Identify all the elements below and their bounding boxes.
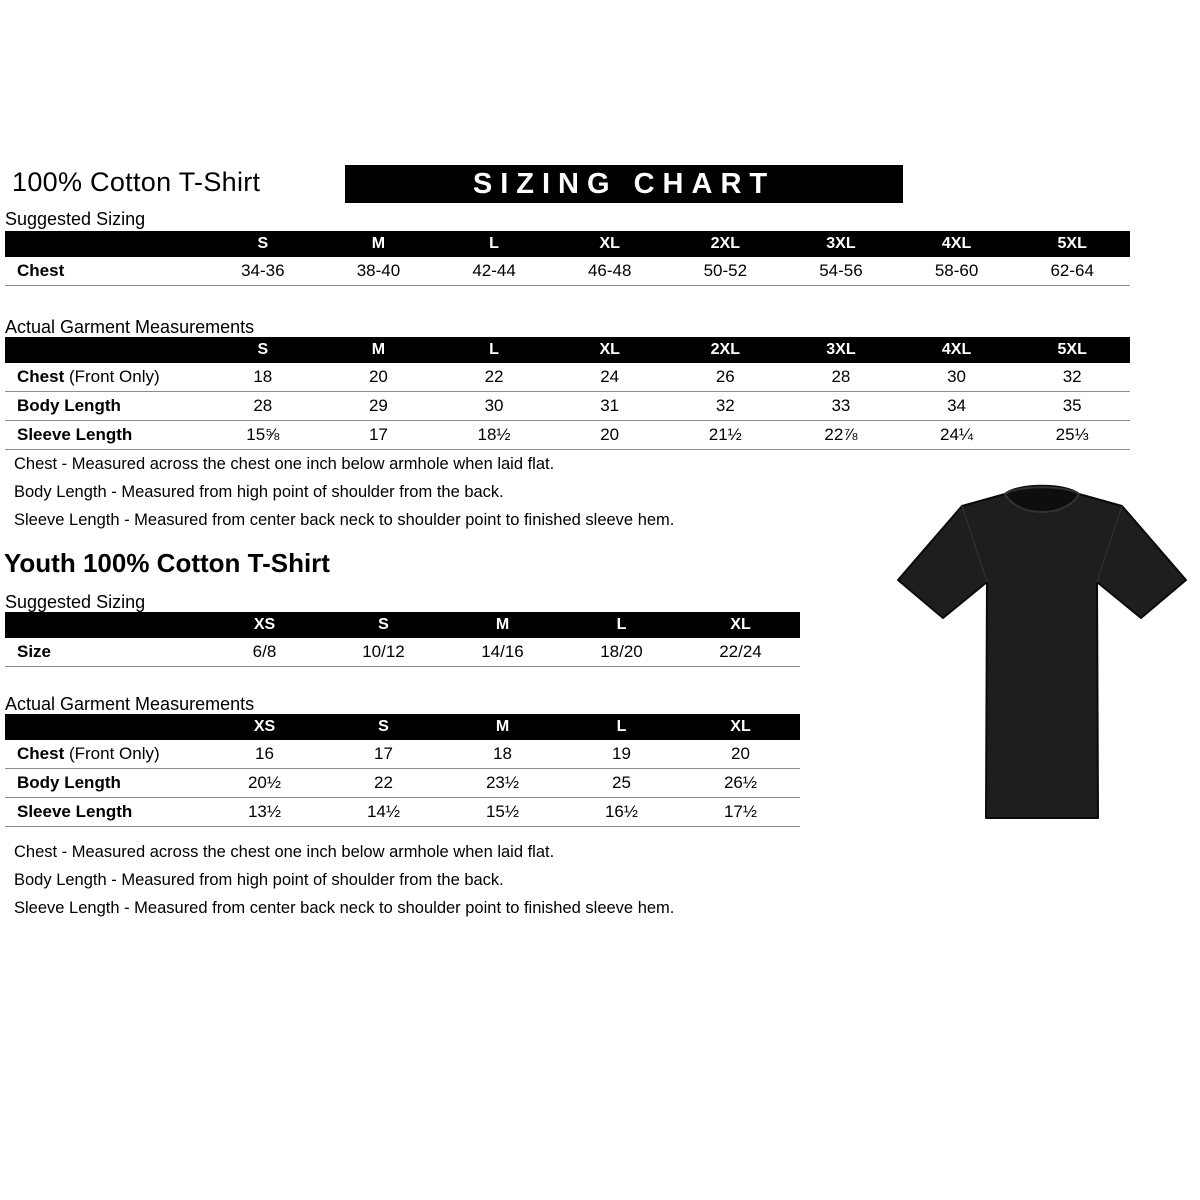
page-title: 100% Cotton T-Shirt [12,167,261,197]
adult-actual-heading: Actual Garment Measurements [5,317,255,337]
measurement-cell: 21½ [708,425,742,444]
table-row [5,769,800,798]
size-col-header: 2XL [710,235,740,252]
size-col-header: XL [599,341,620,358]
measurement-cell: 22⅞ [824,425,858,444]
youth-section-title: Youth 100% Cotton T-Shirt [4,548,330,578]
measurement-cell: 18½ [477,425,511,444]
measurement-cell: 20 [600,425,620,444]
table-row [5,257,1130,286]
measurement-cell: 17 [374,744,393,763]
measurement-cell: 50-52 [703,261,748,280]
measurement-cell: 17 [368,425,388,444]
measurement-cell: 23½ [485,773,520,792]
measurement-cell: 13½ [247,802,282,821]
measurement-cell: 14½ [366,802,401,821]
table-row [5,421,1130,450]
measurement-cell: 35 [1062,396,1082,415]
measurement-cell: 18 [253,367,273,386]
adult-suggested-heading: Suggested Sizing [5,209,146,229]
youth-suggested-table [5,612,800,667]
youth-suggested-heading: Suggested Sizing [5,592,146,612]
size-col-header: L [489,235,499,252]
size-col-header: S [257,235,269,252]
table-row [5,392,1130,421]
table-row [5,363,1130,392]
adult-suggested-header-row [5,231,1130,257]
adult-actual-header-row [5,337,1130,363]
measurement-cell: 62-64 [1050,261,1094,280]
size-col-header: 4XL [941,235,972,252]
note-line: Sleeve Length - Measured from center back neck to shoulder point to finished sleeve hem. [14,511,675,529]
size-col-header: 5XL [1057,341,1087,358]
measurement-cell: 15⅝ [246,425,280,444]
size-col-header: XS [253,616,276,633]
measurement-cell: 20 [368,367,388,386]
measurement-cell: 58-60 [934,261,979,280]
measurement-cell: 24 [600,367,620,386]
sizing-chart-banner: SIZING CHART [345,165,903,203]
measurement-cell: 33 [831,396,851,415]
tshirt-body [898,486,1186,818]
size-col-header: XL [599,235,620,252]
size-col-header: S [378,718,389,735]
measurement-cell: 22/24 [719,642,762,661]
row-label: Body Length [17,396,121,415]
measurement-cell: 15½ [485,802,520,821]
measurement-cell: 54-56 [819,261,863,280]
note-line: Sleeve Length - Measured from center back neck to shoulder point to finished sleeve hem. [14,899,675,917]
row-label: Size [17,642,52,661]
measurement-cell: 34 [947,396,967,415]
adult-suggested-table [5,231,1130,286]
measurement-cell: 34-36 [241,261,285,280]
measurement-cell: 20 [731,744,750,763]
measurement-cell: 28 [253,396,273,415]
measurement-cell: 31 [600,396,620,415]
note-line: Chest - Measured across the chest one inch below armhole when laid flat. [14,455,555,473]
measurement-cell: 26½ [723,773,758,792]
measurement-cell: 30 [947,367,967,386]
measurement-cell: 22 [484,367,504,386]
size-col-header: L [489,341,499,358]
table-row [5,740,800,769]
table-row [5,638,800,667]
size-col-header: 2XL [710,341,740,358]
measurement-cell: 18 [493,744,512,763]
measurement-cell: 32 [715,396,735,415]
table-row [5,798,800,827]
measurement-cell: 22 [374,773,393,792]
row-label: Chest (Front Only) [17,744,160,763]
size-col-header: XL [730,616,751,633]
size-col-header: 4XL [941,341,972,358]
measurement-cell: 20½ [247,773,282,792]
measurement-cell: 30 [484,396,504,415]
size-col-header: L [616,616,627,633]
row-label: Sleeve Length [17,425,133,444]
measurement-cell: 28 [831,367,851,386]
youth-actual-heading: Actual Garment Measurements [5,694,255,714]
adult-measurement-notes [14,455,674,539]
measurement-cell: 32 [1062,367,1082,386]
note-line: Body Length - Measured from high point of shoulder from the back. [14,871,504,889]
measurement-cell: 6/8 [252,642,277,661]
row-label: Chest (Front Only) [17,367,160,386]
adult-actual-table [5,337,1130,450]
youth-measurement-notes [14,843,674,927]
measurement-cell: 26 [715,367,735,386]
size-col-header: M [495,718,510,735]
size-col-header: 3XL [826,235,856,252]
measurement-cell: 24¼ [940,425,974,444]
row-label: Sleeve Length [17,802,133,821]
size-col-header: M [495,616,510,633]
tshirt-image [888,466,1196,838]
row-label: Chest [17,261,65,280]
youth-actual-table [5,714,800,827]
youth-suggested-header-row [5,612,800,638]
measurement-cell: 25⅓ [1055,425,1089,444]
size-col-header: M [371,235,386,252]
measurement-cell: 46-48 [587,261,632,280]
size-col-header: M [371,341,386,358]
size-col-header: 3XL [826,341,856,358]
youth-actual-header-row [5,714,800,740]
row-label: Body Length [17,773,121,792]
size-col-header: S [378,616,389,633]
measurement-cell: 18/20 [600,642,643,661]
measurement-cell: 17½ [723,802,758,821]
note-line: Body Length - Measured from high point of shoulder from the back. [14,483,504,501]
measurement-cell: 16½ [604,802,639,821]
size-col-header: 5XL [1057,235,1087,252]
measurement-cell: 38-40 [356,261,401,280]
size-col-header: S [257,341,269,358]
size-col-header: XS [253,718,276,735]
note-line: Chest - Measured across the chest one inch below armhole when laid flat. [14,843,555,861]
measurement-cell: 14/16 [481,642,524,661]
size-col-header: XL [730,718,751,735]
size-col-header: L [616,718,627,735]
measurement-cell: 29 [368,396,388,415]
measurement-cell: 42-44 [472,261,516,280]
measurement-cell: 16 [255,744,274,763]
measurement-cell: 19 [612,744,631,763]
measurement-cell: 25 [612,773,631,792]
measurement-cell: 10/12 [362,642,405,661]
